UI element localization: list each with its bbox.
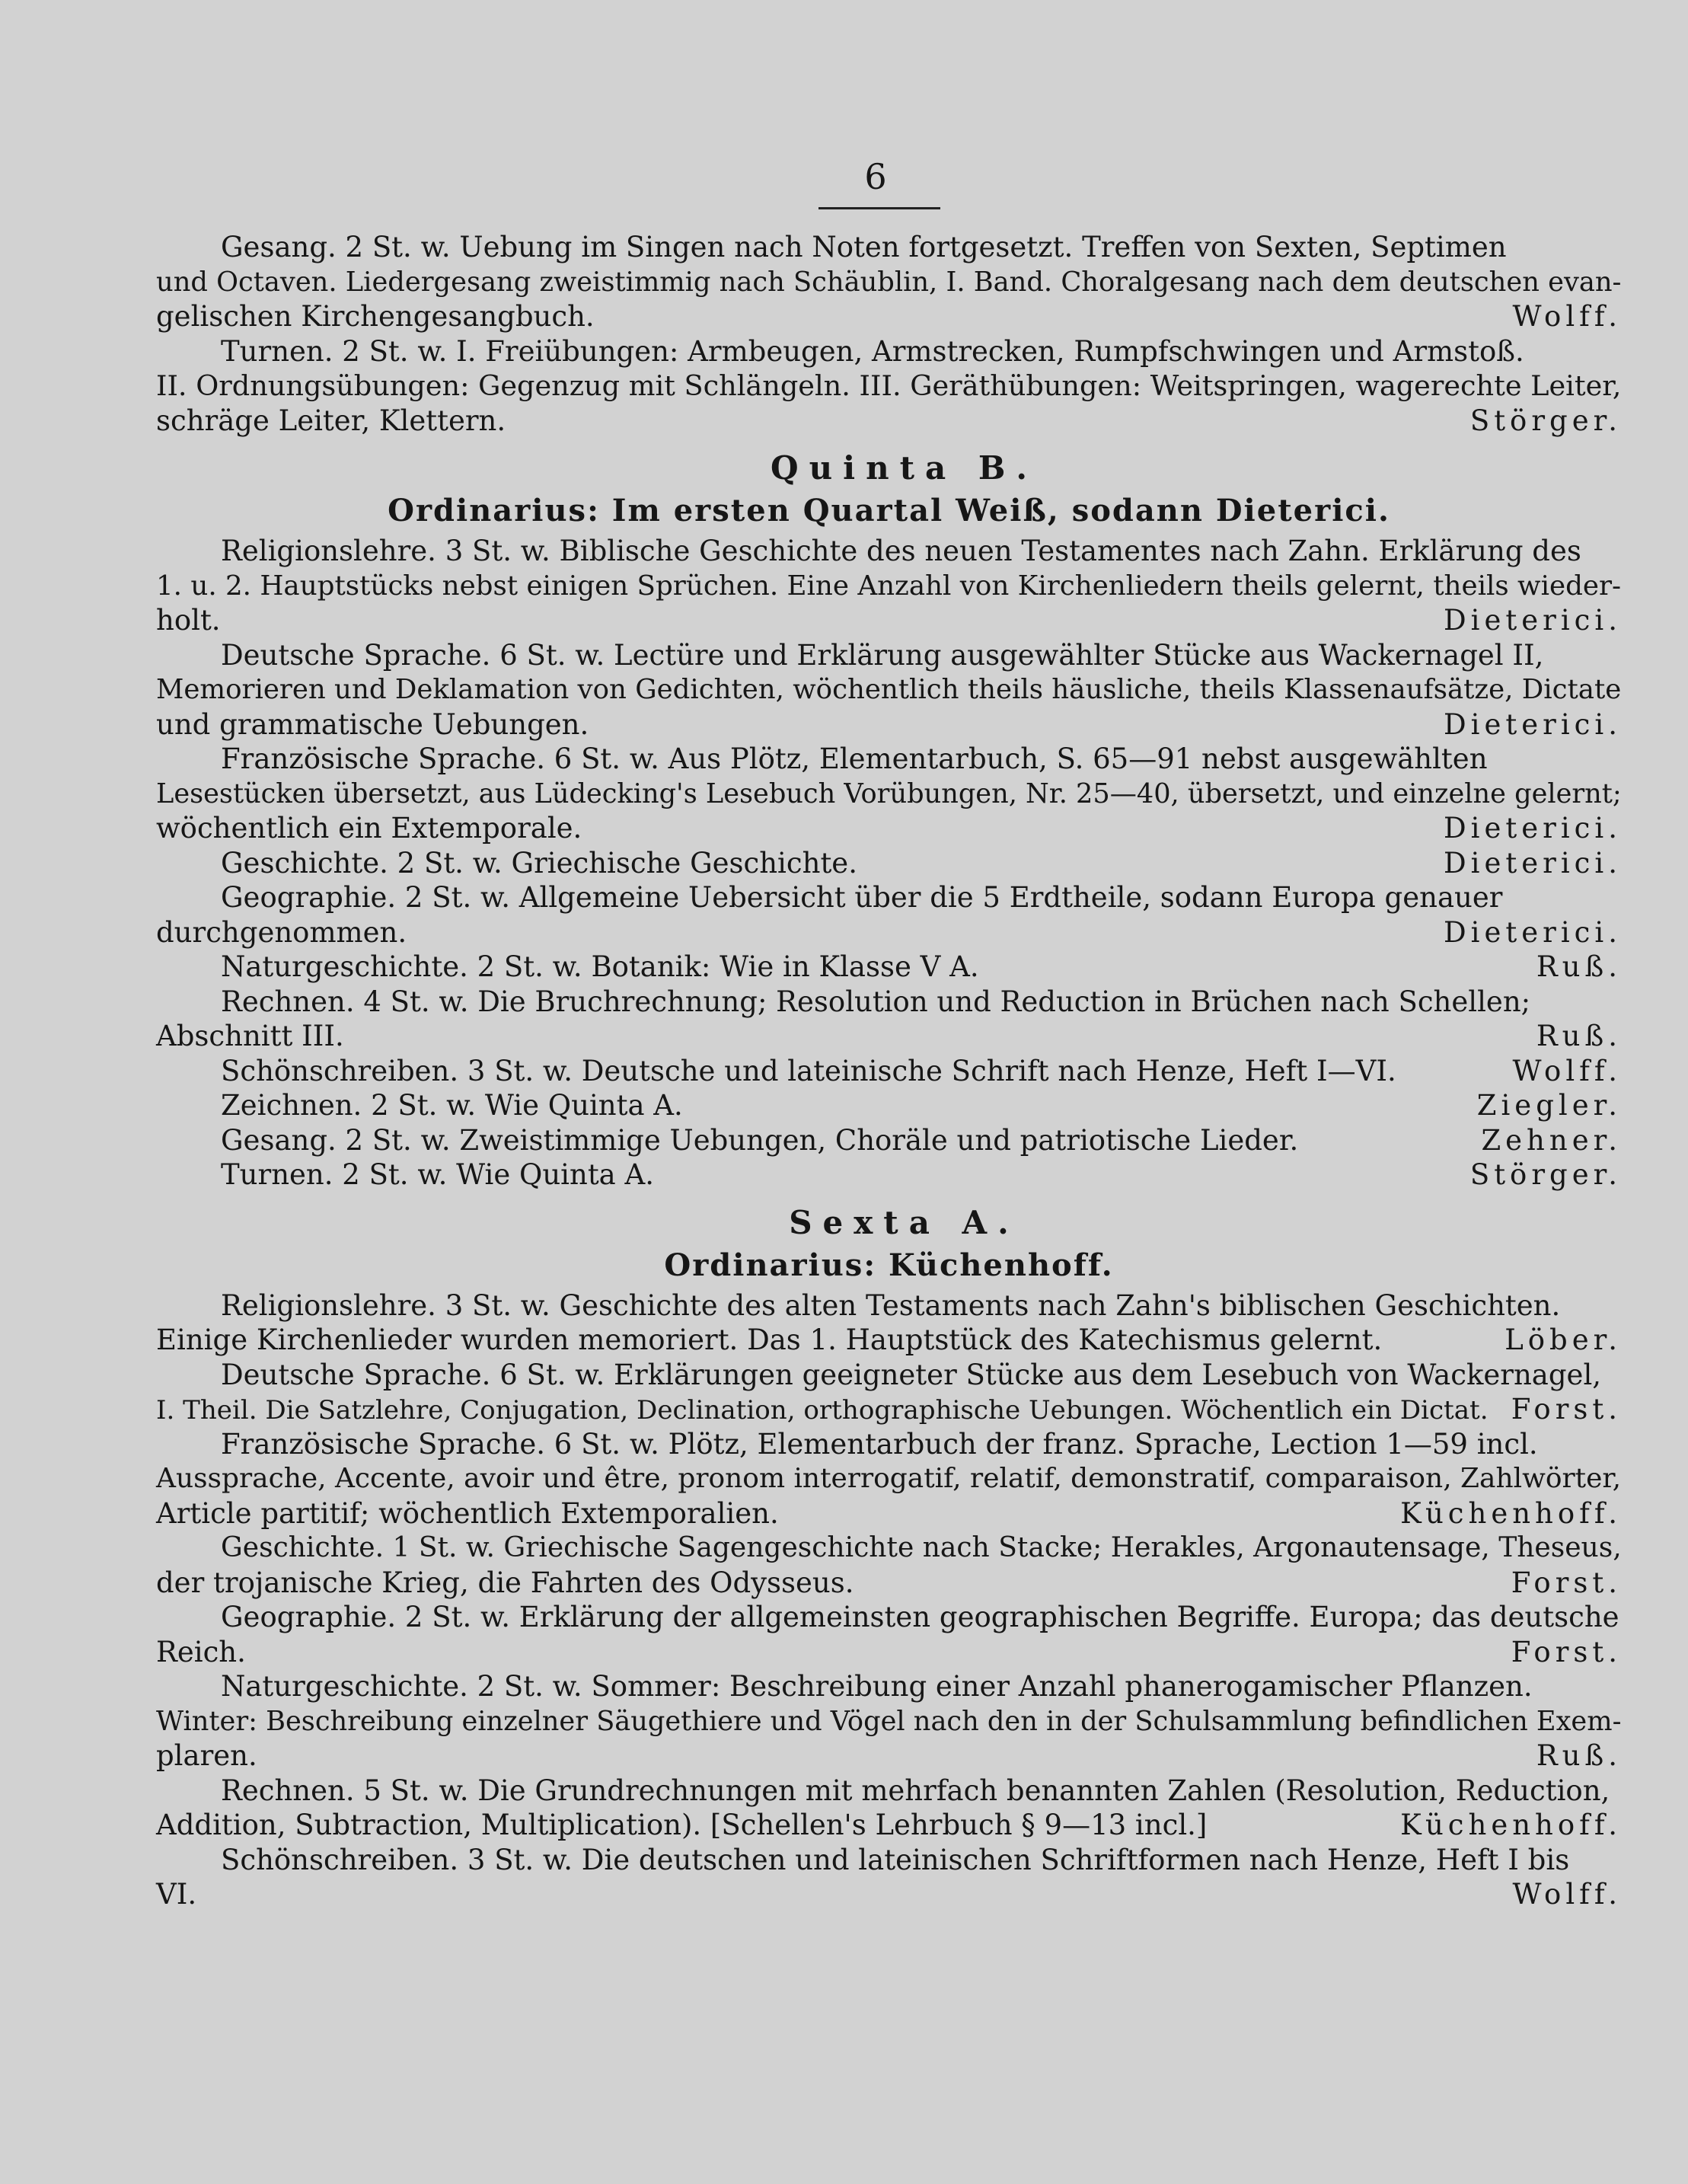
text-line [156, 1157, 1622, 1193]
text-line [156, 1739, 1622, 1774]
text-line [156, 1123, 1622, 1158]
line-text: gelischen Kirchengesangbuch. [156, 300, 595, 333]
teacher-name: Löber. [1505, 1323, 1622, 1356]
line-text: Turnen. 2 St. w. Wie Quinta A. [221, 1158, 654, 1191]
teacher-name: Wolff. [1512, 1878, 1622, 1911]
teacher-name: Wolff. [1512, 1054, 1622, 1087]
text-line: Geographie. 2 St. w. Allgemeine Uebersicht über die 5 Erdtheile, sodann Europa genauer [221, 881, 1503, 914]
page-number-rule [818, 207, 940, 209]
line-text: schräge Leiter, Klettern. [156, 404, 506, 437]
line-text: Schönschreiben. 3 St. w. Deutsche und lateinische Schrift nach Henze, Heft I—VI. [221, 1054, 1396, 1087]
text-line [156, 811, 1622, 846]
text-line: Religionslehre. 3 St. w. Biblische Geschichte des neuen Testamentes nach Zahn. Erklärung des [221, 535, 1581, 567]
teacher-name: Forst. [1511, 1566, 1622, 1599]
text-line [156, 1496, 1622, 1531]
text-line [156, 404, 1622, 439]
teacher-name: Ruß. [1536, 1020, 1622, 1052]
text-line: Naturgeschichte. 2 St. w. Sommer: Beschreibung einer Anzahl phanerogamischer Pflanzen. [221, 1670, 1533, 1703]
section-title-quinta-b: Quinta B. [771, 449, 1038, 487]
teacher-name: Dieterici. [1444, 812, 1622, 845]
text-line [156, 1877, 1622, 1912]
text-line [156, 299, 1622, 334]
text-line: Deutsche Sprache. 6 St. w. Lectüre und Erklärung ausgewählter Stücke aus Wackernagel II, [221, 638, 1544, 672]
line-text: und grammatische Uebungen. [156, 707, 589, 741]
teacher-name: Störger. [1469, 404, 1622, 437]
line-text: holt. [156, 604, 221, 637]
line-text: Gesang. 2 St. w. Zweistimmige Uebungen, Choräle und patriotische Lieder. [221, 1123, 1299, 1157]
text-line: Französische Sprache. 6 St. w. Aus Plötz, Elementarbuch, S. 65—91 nebst ausgewählten [221, 742, 1488, 775]
text-line: Geographie. 2 St. w. Erklärung der allgemeinsten geographischen Begriffe. Europa; das deutsche [221, 1601, 1619, 1633]
text-line [156, 915, 1622, 950]
line-text: Abschnitt III. [156, 1020, 344, 1052]
text-line [156, 1019, 1622, 1054]
text-line [156, 1054, 1622, 1089]
line-text: Article partitif; wöchentlich Extemporalien. [156, 1496, 779, 1530]
teacher-name: Dieterici. [1444, 604, 1622, 637]
teacher-name: Forst. [1511, 1393, 1622, 1426]
text-line: Memorieren und Deklamation von Gedichten, wöchentlich theils häusliche, theils Klassenaufsätze, Dictate [156, 674, 1622, 705]
text-line: Rechnen. 4 St. w. Die Bruchrechnung; Resolution und Reduction in Brüchen nach Schellen; [221, 985, 1531, 1018]
line-text: Reich. [156, 1635, 246, 1668]
teacher-name: Störger. [1469, 1158, 1622, 1191]
text-line: Winter: Beschreibung einzelner Säugethiere und Vögel nach den in der Schulsammlung befindlichen Exem- [156, 1705, 1622, 1737]
teacher-name: Ruß. [1536, 950, 1622, 983]
text-line: Französische Sprache. 6 St. w. Plötz, Elementarbuch der franz. Sprache, Lection 1—59 incl. [221, 1427, 1538, 1461]
line-text: plaren. [156, 1739, 257, 1772]
text-line: Aussprache, Accente, avoir und être, pronom interrogatif, relatif, demonstratif, comparaison, Zahlwörter, [156, 1463, 1622, 1494]
text-line [156, 707, 1622, 742]
teacher-name: Dieterici. [1444, 846, 1622, 880]
teacher-name: Wolff. [1512, 300, 1622, 333]
teacher-name: Dieterici. [1444, 915, 1622, 949]
text-line [156, 603, 1622, 638]
section-title-sexta-a: Sexta A. [789, 1203, 1020, 1241]
text-line: Gesang. 2 St. w. Uebung im Singen nach Noten fortgesetzt. Treffen von Sexten, Septimen [221, 231, 1507, 263]
line-text: I. Theil. Die Satzlehre, Conjugation, Declination, orthographische Uebungen. Wöchentlich ein Dictat. [156, 1395, 1489, 1426]
text-line: II. Ordnungsübungen: Gegenzug mit Schlängeln. III. Geräthübungen: Weitspringen, wagerechte Leiter, [156, 369, 1622, 402]
line-text: Einige Kirchenlieder wurden memoriert. Das 1. Hauptstück des Katechismus gelernt. [156, 1323, 1383, 1356]
page-body [156, 230, 1622, 1912]
page-number: 6 [864, 156, 887, 197]
ordinarius-quinta-b: Ordinarius: Im ersten Quartal Weiß, sodann Dieterici. [388, 493, 1390, 528]
text-line [156, 1323, 1622, 1358]
text-line: Turnen. 2 St. w. I. Freiübungen: Armbeugen, Armstrecken, Rumpfschwingen und Armstoß. [221, 334, 1524, 368]
teacher-name: Küchenhoff. [1400, 1809, 1622, 1841]
teacher-name: Zehner. [1481, 1123, 1622, 1157]
teacher-name: Ruß. [1536, 1739, 1622, 1772]
text-line: 1. u. 2. Hauptstücks nebst einigen Sprüchen. Eine Anzahl von Kirchenliedern theils gelernt, theils wieder- [156, 570, 1622, 602]
teacher-name: Ziegler. [1476, 1089, 1622, 1122]
text-line [156, 846, 1622, 881]
line-text: Zeichnen. 2 St. w. Wie Quinta A. [221, 1089, 683, 1122]
line-text: durchgenommen. [156, 915, 407, 949]
teacher-name: Küchenhoff. [1400, 1496, 1622, 1530]
text-line: Schönschreiben. 3 St. w. Die deutschen und lateinischen Schriftformen nach Henze, Heft I bis [221, 1843, 1570, 1876]
text-line [156, 950, 1622, 985]
teacher-name: Dieterici. [1444, 707, 1622, 741]
teacher-name: Forst. [1511, 1635, 1622, 1668]
text-line [156, 1088, 1622, 1123]
text-line: Rechnen. 5 St. w. Die Grundrechnungen mit mehrfach benannten Zahlen (Resolution, Reduction, [221, 1774, 1610, 1807]
line-text: der trojanische Krieg, die Fahrten des Odysseus. [156, 1566, 854, 1599]
text-line [156, 1808, 1622, 1843]
line-text: Geschichte. 2 St. w. Griechische Geschichte. [221, 846, 857, 880]
line-text: Naturgeschichte. 2 St. w. Botanik: Wie in Klasse V A. [221, 950, 979, 983]
text-line [156, 1566, 1622, 1601]
text-line [156, 1392, 1622, 1427]
text-line: Deutsche Sprache. 6 St. w. Erklärungen geeigneter Stücke aus dem Lesebuch von Wackernagel, [221, 1358, 1602, 1391]
ordinarius-sexta-a: Ordinarius: Küchenhoff. [664, 1247, 1114, 1283]
text-line: Lesestücken übersetzt, aus Lüdecking's Lesebuch Vorübungen, Nr. 25—40, übersetzt, und einzelne gelernt; [156, 777, 1622, 809]
text-line [156, 1635, 1622, 1670]
line-text: Addition, Subtraction, Multiplication). [Schellen's Lehrbuch § 9—13 incl.] [156, 1809, 1208, 1841]
line-text: wöchentlich ein Extemporale. [156, 812, 582, 845]
text-line: und Octaven. Liedergesang zweistimmig nach Schäublin, I. Band. Choralgesang nach dem deutschen evan- [156, 266, 1622, 298]
line-text: VI. [156, 1878, 197, 1911]
text-line: Geschichte. 1 St. w. Griechische Sagengeschichte nach Stacke; Herakles, Argonautensage, Theseus, [221, 1532, 1622, 1563]
text-line: Religionslehre. 3 St. w. Geschichte des alten Testaments nach Zahn's biblischen Geschichten. [221, 1288, 1561, 1322]
